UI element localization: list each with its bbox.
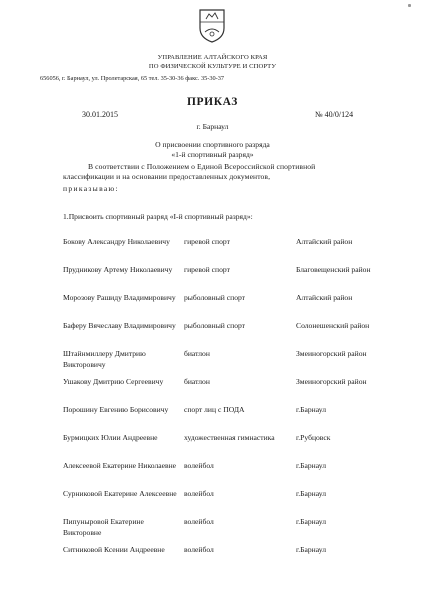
athlete-sport: волейбол: [184, 489, 214, 498]
athlete-name: Ушакову Дмитрию Сергеевичу: [63, 377, 164, 386]
athlete-row: [0, 236, 425, 264]
athlete-district: г.Барнаул: [296, 489, 326, 498]
athlete-district: Алтайский район: [296, 293, 353, 302]
athlete-name: Ситниковой Ксении Андреевне: [63, 545, 165, 554]
athlete-sport: биатлон: [184, 377, 210, 386]
athlete-sport: биатлон: [184, 349, 210, 358]
athlete-name: Алексеевой Екатерине Николаевне: [63, 461, 177, 470]
athlete-sport: художественная гимнастика: [184, 433, 275, 442]
coat-of-arms-icon: [197, 8, 227, 44]
org-address: 656056, г. Барнаул, ул. Пролетарская, 65 тел. 35-30-36 факс. 35-30-37: [40, 75, 225, 82]
athlete-row: [0, 432, 425, 460]
order-title: ПРИКАЗ: [187, 96, 238, 108]
athlete-sport: спорт лиц с ПОДА: [184, 405, 245, 414]
athlete-row: [0, 488, 425, 516]
order-number: № 40/0/124: [315, 110, 354, 119]
athlete-district: г.Барнаул: [296, 517, 326, 526]
athlete-row: [0, 264, 425, 292]
athlete-row: [0, 516, 425, 544]
athlete-row: [0, 292, 425, 320]
athlete-sport: гиревой спорт: [184, 237, 230, 246]
athlete-row: [0, 320, 425, 348]
athlete-sport: рыболовный спорт: [184, 293, 246, 302]
order-point-1: 1.Присвоить спортивный разряд «I-й спортивный разряд»:: [63, 212, 253, 221]
scan-speck: [408, 4, 411, 7]
athlete-row: [0, 544, 425, 572]
athlete-sport: гиревой спорт: [184, 265, 230, 274]
preamble-line2: классификации и на основании предоставленных документов,: [63, 172, 271, 181]
athlete-row: [0, 348, 425, 376]
order-subject-line2: «1-й спортивный разряд»: [171, 150, 254, 159]
athlete-row: [0, 460, 425, 488]
athlete-name: Пипуныровой Екатерине Викторовне: [63, 517, 144, 537]
athlete-district: Солонешенский район: [296, 321, 370, 330]
athlete-name: Штайнмиллеру Дмитрию Викторовичу: [63, 349, 146, 369]
athlete-district: г.Барнаул: [296, 405, 326, 414]
athlete-name: Сурниковой Екатерине Алексеевне: [63, 489, 177, 498]
athlete-district: Змеиногорский район: [296, 349, 367, 358]
athlete-name: Порошину Евгению Борисовичу: [63, 405, 169, 414]
order-verb: приказываю:: [63, 184, 119, 193]
athlete-sport: волейбол: [184, 461, 214, 470]
athlete-name: Баферу Вячеславу Владимировичу: [63, 321, 176, 330]
order-date: 30.01.2015: [82, 110, 118, 119]
athlete-row: [0, 376, 425, 404]
athlete-name: Прудникову Артему Николаевичу: [63, 265, 173, 274]
order-city: г. Барнаул: [196, 122, 229, 131]
athlete-row: [0, 404, 425, 432]
athlete-district: г.Барнаул: [296, 461, 326, 470]
athlete-district: Благовещенский район: [296, 265, 371, 274]
preamble-line1: В соответствии с Положением о Единой Всероссийской спортивной: [88, 162, 316, 171]
athlete-name: Бокову Александру Николаевичу: [63, 237, 170, 246]
athlete-name: Бурмицких Юлии Андреевне: [63, 433, 158, 442]
athlete-name: Морозову Рашиду Владимировичу: [63, 293, 176, 302]
org-name-line1: УПРАВЛЕНИЕ АЛТАЙСКОГО КРАЯ: [157, 54, 268, 61]
athlete-sport: волейбол: [184, 545, 214, 554]
org-name-line2: ПО ФИЗИЧЕСКОЙ КУЛЬТУРЕ И СПОРТУ: [148, 63, 277, 70]
athlete-district: г.Барнаул: [296, 545, 326, 554]
athlete-district: г.Рубцовск: [296, 433, 331, 442]
athlete-sport: рыболовный спорт: [184, 321, 246, 330]
athlete-district: Алтайский район: [296, 237, 353, 246]
athlete-district: Змеиногорский район: [296, 377, 367, 386]
order-subject-line1: О присвоении спортивного разряда: [155, 140, 270, 149]
athlete-sport: волейбол: [184, 517, 214, 526]
